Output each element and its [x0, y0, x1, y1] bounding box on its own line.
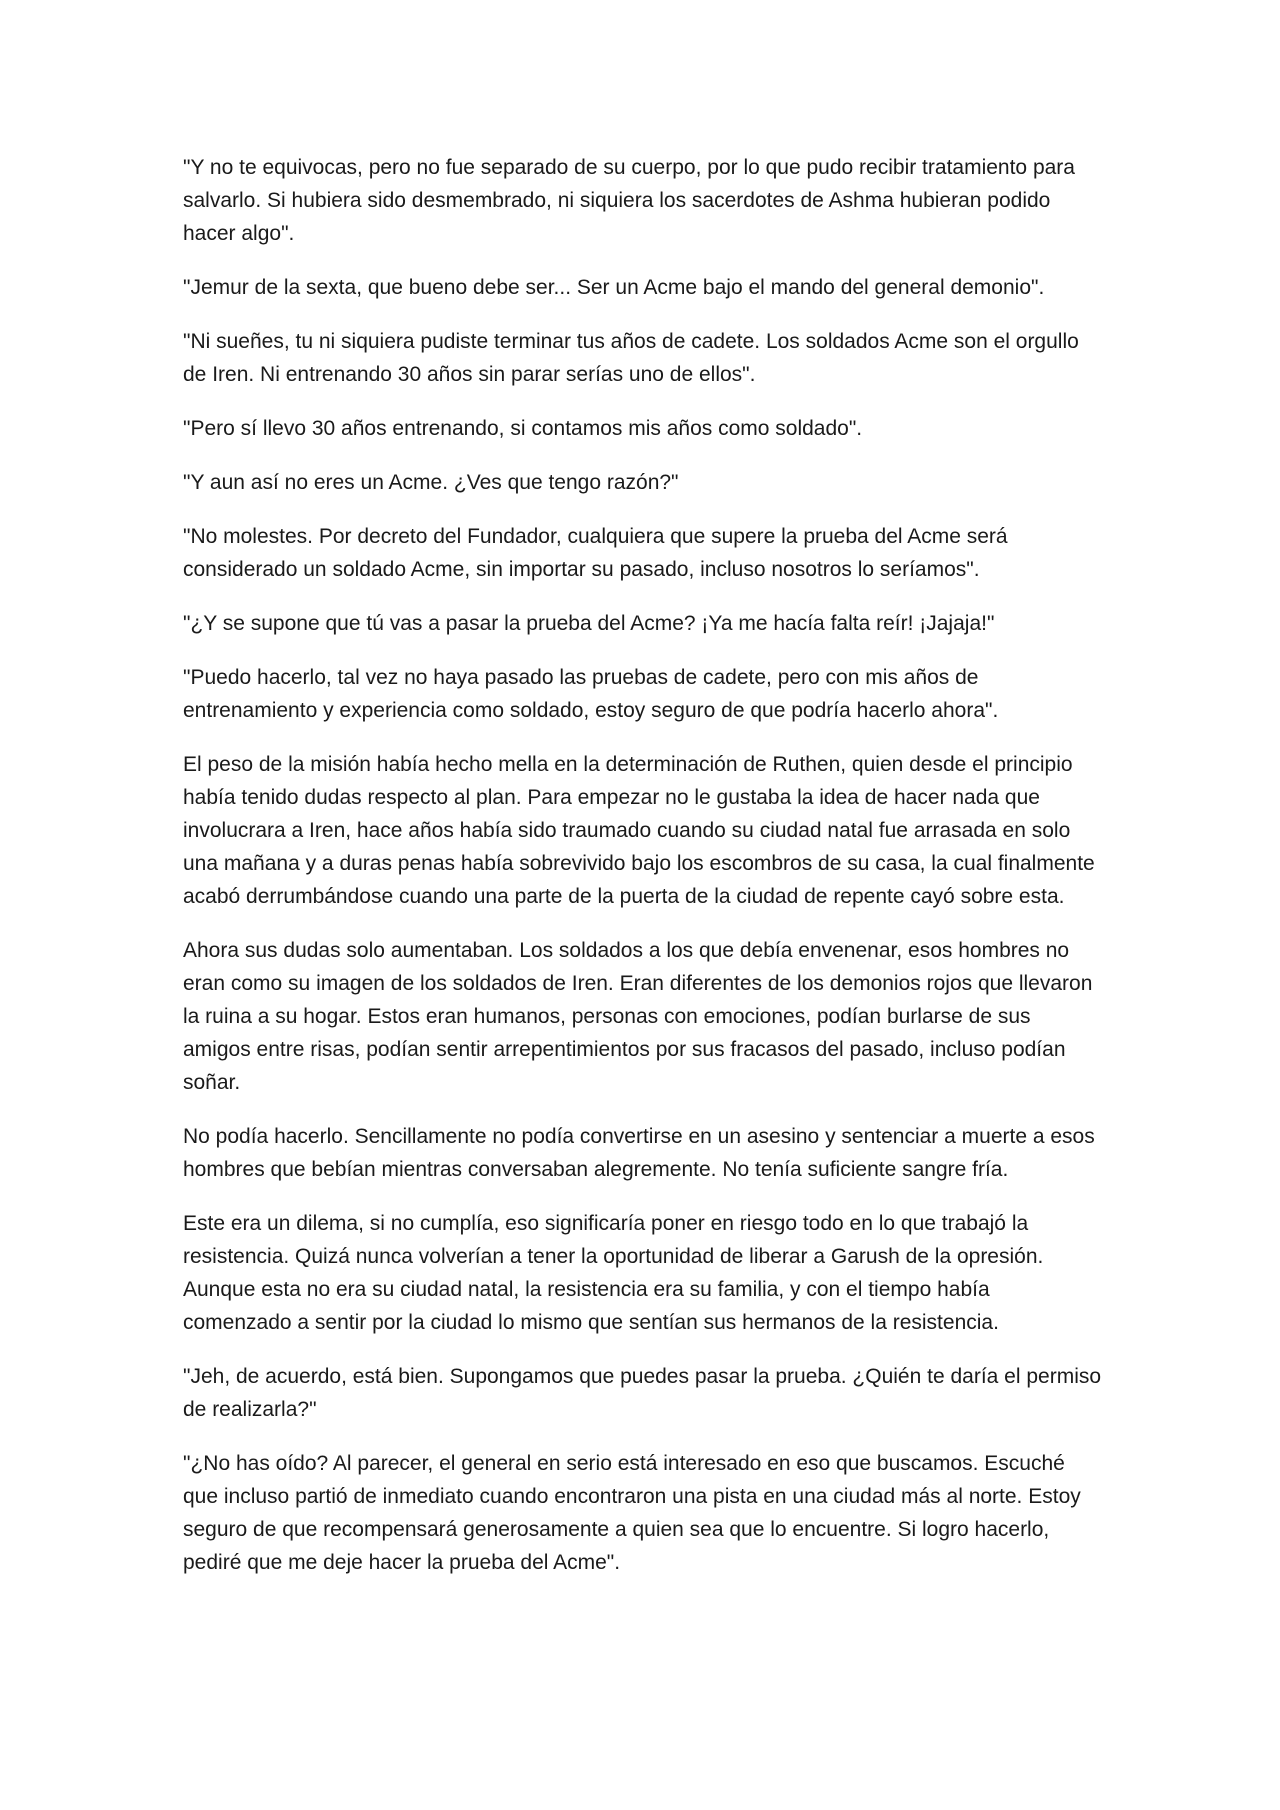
- paragraph: "Jeh, de acuerdo, está bien. Supongamos que puedes pasar la prueba. ¿Quién te daría el permiso de realizarla?": [183, 1365, 1102, 1421]
- paragraph: El peso de la misión había hecho mella en la determinación de Ruthen, quien desde el principio había tenido dudas respecto al plan. Para empezar no le gustaba la idea de hacer nada que involucrara a Iren, hace años había sido traumado cuando su ciudad natal fue arrasada en solo una mañana y a duras penas había sobrevivido bajo los escombros de su casa, la cual finalmente acabó derrumbándose cuando una parte de la puerta de la ciudad de repente cayó sobre esta.: [183, 753, 1095, 908]
- paragraph: "Ni sueñes, tu ni siquiera pudiste terminar tus años de cadete. Los soldados Acme son el orgullo de Iren. Ni entrenando 30 años sin parar serías uno de ellos".: [183, 330, 1079, 386]
- paragraph: "Jemur de la sexta, que bueno debe ser... Ser un Acme bajo el mando del general demonio".: [183, 276, 1045, 299]
- document-body: [183, 151, 1103, 1600]
- paragraph: "Y no te equivocas, pero no fue separado de su cuerpo, por lo que pudo recibir tratamiento para salvarlo. Si hubiera sido desmembrado, ni siquiera los sacerdotes de Ashma hubieran podido hacer algo".: [183, 156, 1075, 245]
- paragraph: "No molestes. Por decreto del Fundador, cualquiera que supere la prueba del Acme será considerado un soldado Acme, sin importar su pasado, incluso nosotros lo seríamos".: [183, 525, 1008, 581]
- paragraph: Este era un dilema, si no cumplía, eso significaría poner en riesgo todo en lo que trabajó la resistencia. Quizá nunca volverían a tener la oportunidad de liberar a Garush de la opresión. Aunque esta no era su ciudad natal, la resistencia era su familia, y con el tiempo había comenzado a sentir por la ciudad lo mismo que sentían sus hermanos de la resistencia.: [183, 1212, 1044, 1334]
- paragraph: "¿No has oído? Al parecer, el general en serio está interesado en eso que buscamos. Escuché que incluso partió de inmediato cuando encontraron una pista en una ciudad más al norte. Estoy seguro de que recompensará generosamente a quien sea que lo encuentre. Si logro hacerlo, pediré que me deje hacer la prueba del Acme".: [183, 1452, 1081, 1574]
- paragraph: "Y aun así no eres un Acme. ¿Ves que tengo razón?": [183, 471, 679, 494]
- paragraph: No podía hacerlo. Sencillamente no podía convertirse en un asesino y sentenciar a muerte a esos hombres que bebían mientras conversaban alegremente. No tenía suficiente sangre fría.: [183, 1125, 1095, 1181]
- paragraph: "Puedo hacerlo, tal vez no haya pasado las pruebas de cadete, pero con mis años de entrenamiento y experiencia como soldado, estoy seguro de que podría hacerlo ahora".: [183, 666, 999, 722]
- paragraph: Ahora sus dudas solo aumentaban. Los soldados a los que debía envenenar, esos hombres no eran como su imagen de los soldados de Iren. Eran diferentes de los demonios rojos que llevaron la ruina a su hogar. Estos eran humanos, personas con emociones, podían burlarse de sus amigos entre risas, podían sentir arrepentimientos por sus fracasos del pasado, incluso podían soñar.: [183, 939, 1093, 1094]
- paragraph: "¿Y se supone que tú vas a pasar la prueba del Acme? ¡Ya me hacía falta reír! ¡Jajaja!": [183, 612, 995, 635]
- paragraph: "Pero sí llevo 30 años entrenando, si contamos mis años como soldado".: [183, 417, 863, 440]
